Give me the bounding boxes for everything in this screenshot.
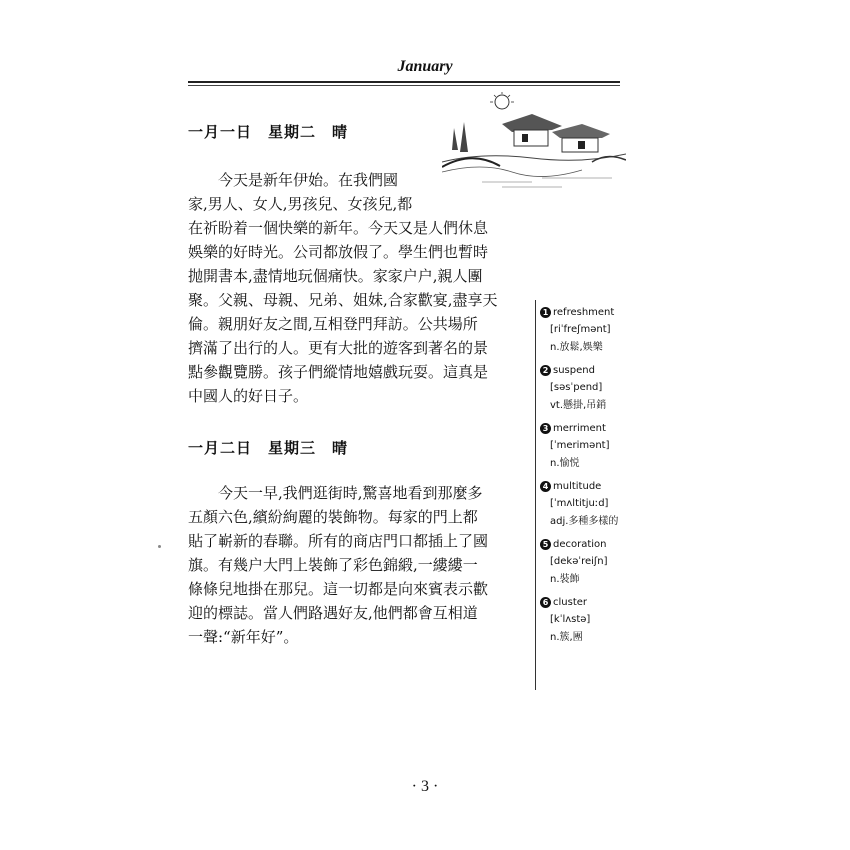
glossary-definition: n.裝飾	[550, 574, 580, 585]
entry-line: 今天是新年伊始。在我們國	[218, 171, 399, 189]
entry-line: 抛開書本,盡情地玩個痛快。家家户户,親人團	[188, 267, 483, 285]
scan-speck	[158, 545, 161, 548]
entry-line: 娛樂的好時光。公司都放假了。學生們也暫時	[188, 243, 489, 261]
glossary-item	[540, 535, 680, 589]
diary-date-heading: 一月二日 星期三 晴	[188, 439, 349, 457]
glossary-pronunciation: [dekəˈreiʃn]	[550, 556, 608, 567]
entry-line: 貼了嶄新的春聯。所有的商店門口都插上了國	[188, 532, 489, 550]
number-badge-icon: 2	[540, 365, 551, 376]
header-rule	[188, 81, 620, 83]
glossary-item	[540, 477, 680, 531]
glossary-definition: n.愉悦	[550, 458, 580, 469]
number-badge-icon: 5	[540, 539, 551, 550]
glossary-definition: n.放鬆,娛樂	[550, 342, 603, 353]
glossary-item	[540, 593, 680, 647]
entry-line: 今天一早,我們逛街時,驚喜地看到那麼多	[218, 484, 483, 502]
glossary-pronunciation: [səsˈpend]	[550, 382, 603, 393]
glossary-pronunciation: [kˈlʌstə]	[550, 614, 591, 625]
entry-line: 五顏六色,繽紛絢麗的裝飾物。每家的門上都	[188, 508, 478, 526]
entry-line: 家,男人、女人,男孩兒、女孩兒,都	[188, 195, 413, 213]
glossary-word: cluster	[553, 596, 588, 608]
number-badge-icon: 6	[540, 597, 551, 608]
glossary-definition: vt.懸掛,吊銷	[550, 400, 607, 411]
number-badge-icon: 3	[540, 423, 551, 434]
glossary-word: merriment	[553, 422, 606, 434]
glossary-pronunciation: [ˈmʌltitjuːd]	[550, 498, 609, 509]
page-number: · 3 ·	[411, 778, 439, 795]
diary-date-heading: 一月一日 星期二 晴	[188, 123, 349, 141]
entry-line: 中國人的好日子。	[188, 387, 309, 405]
margin-divider	[535, 300, 536, 690]
glossary-item	[540, 419, 680, 473]
entry-line: 旗。有幾户大門上裝飾了彩色錦緞,一縷縷一	[188, 556, 478, 574]
entry-line: 在祈盼着一個快樂的新年。今天又是人們休息	[188, 219, 489, 237]
number-badge-icon: 1	[540, 307, 551, 318]
entry-line: 條條兒地掛在那兒。這一切都是向來賓表示歡	[188, 580, 489, 598]
glossary-word: multitude	[553, 480, 602, 492]
vocabulary-glossary	[540, 303, 680, 651]
entry-line: 擠滿了出行的人。更有大批的遊客到著名的景	[188, 339, 489, 357]
glossary-item	[540, 361, 680, 415]
glossary-item	[540, 303, 680, 357]
glossary-pronunciation: [riˈfreʃmənt]	[550, 324, 611, 335]
glossary-definition: adj.多種多樣的	[550, 516, 619, 527]
entry-line: 聚。父親、母親、兄弟、姐妹,合家歡宴,盡享天	[188, 291, 498, 309]
glossary-definition: n.簇,團	[550, 632, 583, 643]
glossary-pronunciation: [ˈmerimənt]	[550, 440, 610, 451]
entry-line: 迎的標誌。當人們路遇好友,他們都會互相道	[188, 604, 478, 622]
header-rule-thin	[188, 85, 620, 86]
entry-line: 倫。親朋好友之間,互相登門拜訪。公共場所	[188, 315, 478, 333]
entry-line: 點參觀覽勝。孩子們縱情地嬉戲玩耍。這真是	[188, 363, 489, 381]
diary-entry-text	[188, 168, 498, 408]
glossary-word: decoration	[553, 538, 607, 550]
glossary-word: suspend	[553, 364, 595, 376]
page-header-title: January	[397, 58, 453, 75]
entry-line: 一聲:“新年好”。	[188, 628, 299, 646]
number-badge-icon: 4	[540, 481, 551, 492]
glossary-word: refreshment	[553, 306, 615, 318]
diary-entry-text	[188, 481, 488, 649]
